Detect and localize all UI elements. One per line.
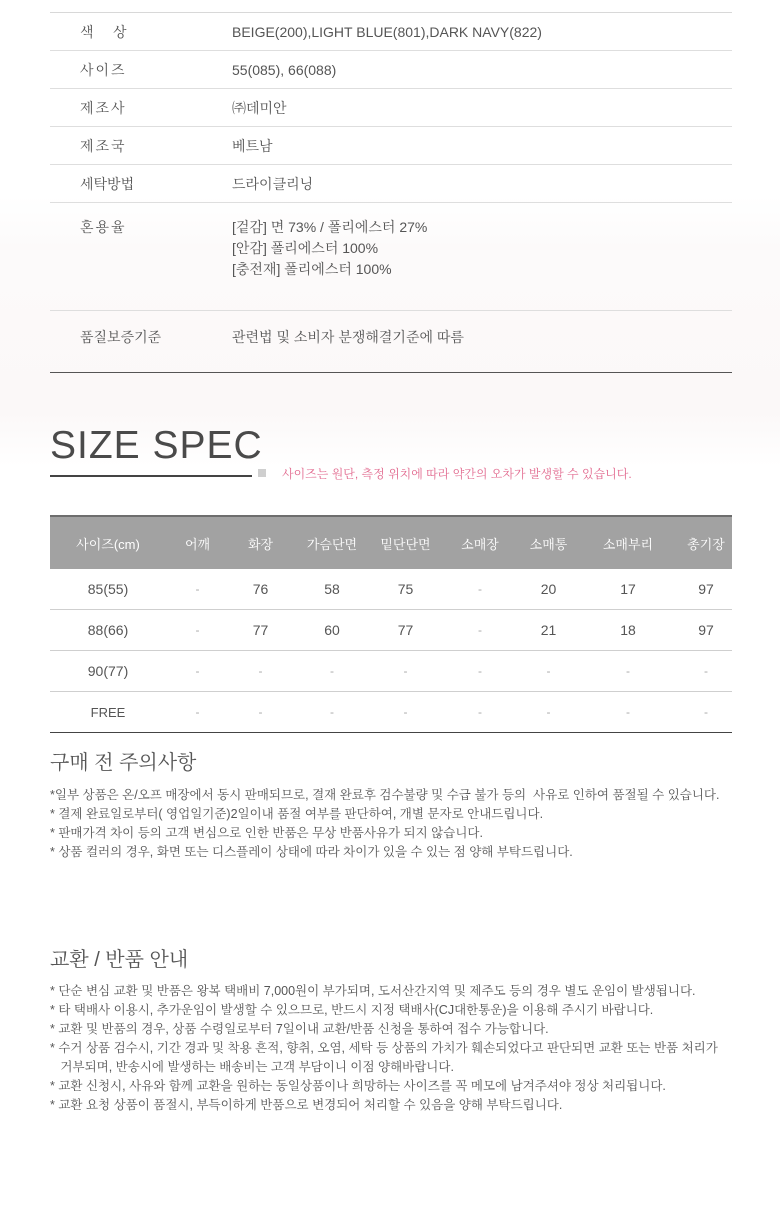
info-row-country	[50, 127, 732, 165]
table-cell: -	[576, 651, 680, 692]
table-cell: 76	[229, 569, 292, 610]
info-row-color	[50, 13, 732, 51]
size-spec-table	[50, 515, 732, 733]
info-row-washing	[50, 165, 732, 203]
list-item: * 타 택배사 이용시, 추가운임이 발생할 수 있으므로, 반드시 지정 택배사(CJ대한통운)을 이용해 주시기 바랍니다.	[50, 1003, 654, 1017]
note-bullet-icon	[258, 469, 266, 477]
col-header: 어깨	[166, 516, 229, 569]
table-cell: 18	[576, 610, 680, 651]
table-cell: 17	[576, 569, 680, 610]
table-row	[50, 569, 732, 610]
table-cell: -	[166, 651, 229, 692]
table-cell: -	[521, 651, 576, 692]
table-cell: -	[372, 692, 439, 733]
table-cell: -	[439, 651, 521, 692]
table-cell: 75	[372, 569, 439, 610]
col-header: 총기장	[680, 516, 732, 569]
table-cell: FREE	[50, 692, 166, 733]
table-cell: -	[166, 569, 229, 610]
table-cell: 88(66)	[50, 610, 166, 651]
list-item: * 결제 완료일로부터( 영업일기준)2일이내 품절 여부를 판단하여, 개별 문자로 안내드립니다.	[50, 807, 544, 821]
table-cell: -	[166, 610, 229, 651]
table-row	[50, 651, 732, 692]
product-info-table	[50, 12, 732, 373]
list-item: * 단순 변심 교환 및 반품은 왕복 택배비 7,000원이 부가되며, 도서산간지역 및 제주도 등의 경우 별도 운임이 발생됩니다.	[50, 984, 696, 998]
col-header: 소매부리	[576, 516, 680, 569]
list-item: * 교환 신청시, 사유와 함께 교환을 원하는 동일상품이나 희망하는 사이즈를 꼭 메모에 남겨주셔야 정상 처리됩니다.	[50, 1079, 666, 1093]
info-label: 색 상	[80, 23, 127, 40]
info-label: 사이즈	[80, 61, 127, 78]
table-cell: 20	[521, 569, 576, 610]
list-item: * 교환 및 반품의 경우, 상품 수령일로부터 7일이내 교환/반품 신청을 통하여 접수 가능합니다.	[50, 1022, 549, 1036]
info-label: 품질보증기준	[80, 329, 162, 345]
table-cell: 90(77)	[50, 651, 166, 692]
col-header: 소매통	[521, 516, 576, 569]
col-header: 화장	[229, 516, 292, 569]
list-item: 거부되며, 반송시에 발생하는 배송비는 고객 부담이니 이점 양해바랍니다.	[50, 1060, 454, 1074]
table-cell: 77	[372, 610, 439, 651]
info-label: 제조사	[80, 99, 127, 116]
info-label: 제조국	[80, 137, 127, 154]
info-row-size	[50, 51, 732, 89]
table-cell: 21	[521, 610, 576, 651]
purchase-notice-list	[50, 786, 740, 862]
info-value: 베트남	[232, 137, 273, 154]
table-cell: 77	[229, 610, 292, 651]
table-cell: -	[576, 692, 680, 733]
table-cell: -	[229, 692, 292, 733]
table-cell: 97	[680, 569, 732, 610]
info-label: 세탁방법	[80, 175, 135, 192]
info-value	[232, 217, 732, 280]
table-cell: -	[292, 651, 372, 692]
list-item: * 교환 요청 상품이 품절시, 부득이하게 반품으로 변경되어 처리할 수 있음을 양해 부탁드립니다.	[50, 1098, 563, 1112]
info-row-maker	[50, 89, 732, 127]
table-cell: 85(55)	[50, 569, 166, 610]
table-cell: -	[680, 692, 732, 733]
info-row-quality	[50, 311, 732, 373]
size-spec-title: SIZE SPEC	[50, 424, 263, 467]
table-cell: -	[292, 692, 372, 733]
table-cell: -	[439, 569, 521, 610]
table-cell: -	[439, 610, 521, 651]
col-header: 사이즈(cm)	[50, 516, 166, 569]
col-header: 가슴단면	[292, 516, 372, 569]
info-value: ㈜데미안	[232, 99, 287, 116]
info-row-blend	[50, 203, 732, 311]
list-item: *일부 상품은 온/오프 매장에서 동시 판매되므로, 결재 완료후 검수불량 및 수급 불가 등의 사유로 인하여 품절될 수 있습니다.	[50, 788, 720, 802]
size-spec-note: 사이즈는 원단, 측정 위치에 따라 약간의 오차가 발생할 수 있습니다.	[282, 467, 632, 481]
table-cell: -	[229, 651, 292, 692]
table-row	[50, 692, 732, 733]
table-cell: 60	[292, 610, 372, 651]
purchase-notice-title: 구매 전 주의사항	[50, 752, 197, 774]
table-cell: -	[521, 692, 576, 733]
blend-line: [안감] 폴리에스터 100%	[232, 240, 379, 256]
col-header: 밑단단면	[372, 516, 439, 569]
exchange-notice-title: 교환 / 반품 안내	[50, 949, 189, 971]
table-cell: -	[439, 692, 521, 733]
blend-line: [충전재] 폴리에스터 100%	[232, 261, 392, 277]
info-value: 관련법 및 소비자 분쟁해결기준에 따름	[232, 329, 464, 345]
table-row	[50, 610, 732, 651]
list-item: * 상품 컬러의 경우, 화면 또는 디스플레이 상태에 따라 차이가 있을 수 있는 점 양해 부탁드립니다.	[50, 845, 573, 859]
table-cell: 97	[680, 610, 732, 651]
blend-line: [겉감] 면 73% / 폴리에스터 27%	[232, 219, 428, 235]
exchange-notice-list	[50, 982, 740, 1115]
info-value: BEIGE(200),LIGHT BLUE(801),DARK NAVY(822)	[232, 23, 542, 40]
table-cell: 58	[292, 569, 372, 610]
title-underline	[50, 475, 252, 477]
info-value: 55(085), 66(088)	[232, 61, 337, 78]
info-value: 드라이클리닝	[232, 175, 314, 192]
table-cell: -	[166, 692, 229, 733]
info-label: 혼용율	[80, 219, 127, 235]
list-item: * 수거 상품 검수시, 기간 경과 및 착용 흔적, 향취, 오염, 세탁 등 상품의 가치가 훼손되었다고 판단되면 교환 또는 반품 처리가	[50, 1041, 718, 1055]
table-cell: -	[372, 651, 439, 692]
col-header: 소매장	[439, 516, 521, 569]
size-table-header	[50, 516, 732, 569]
list-item: * 판매가격 차이 등의 고객 변심으로 인한 반품은 무상 반품사유가 되지 않습니다.	[50, 826, 483, 840]
table-cell: -	[680, 651, 732, 692]
